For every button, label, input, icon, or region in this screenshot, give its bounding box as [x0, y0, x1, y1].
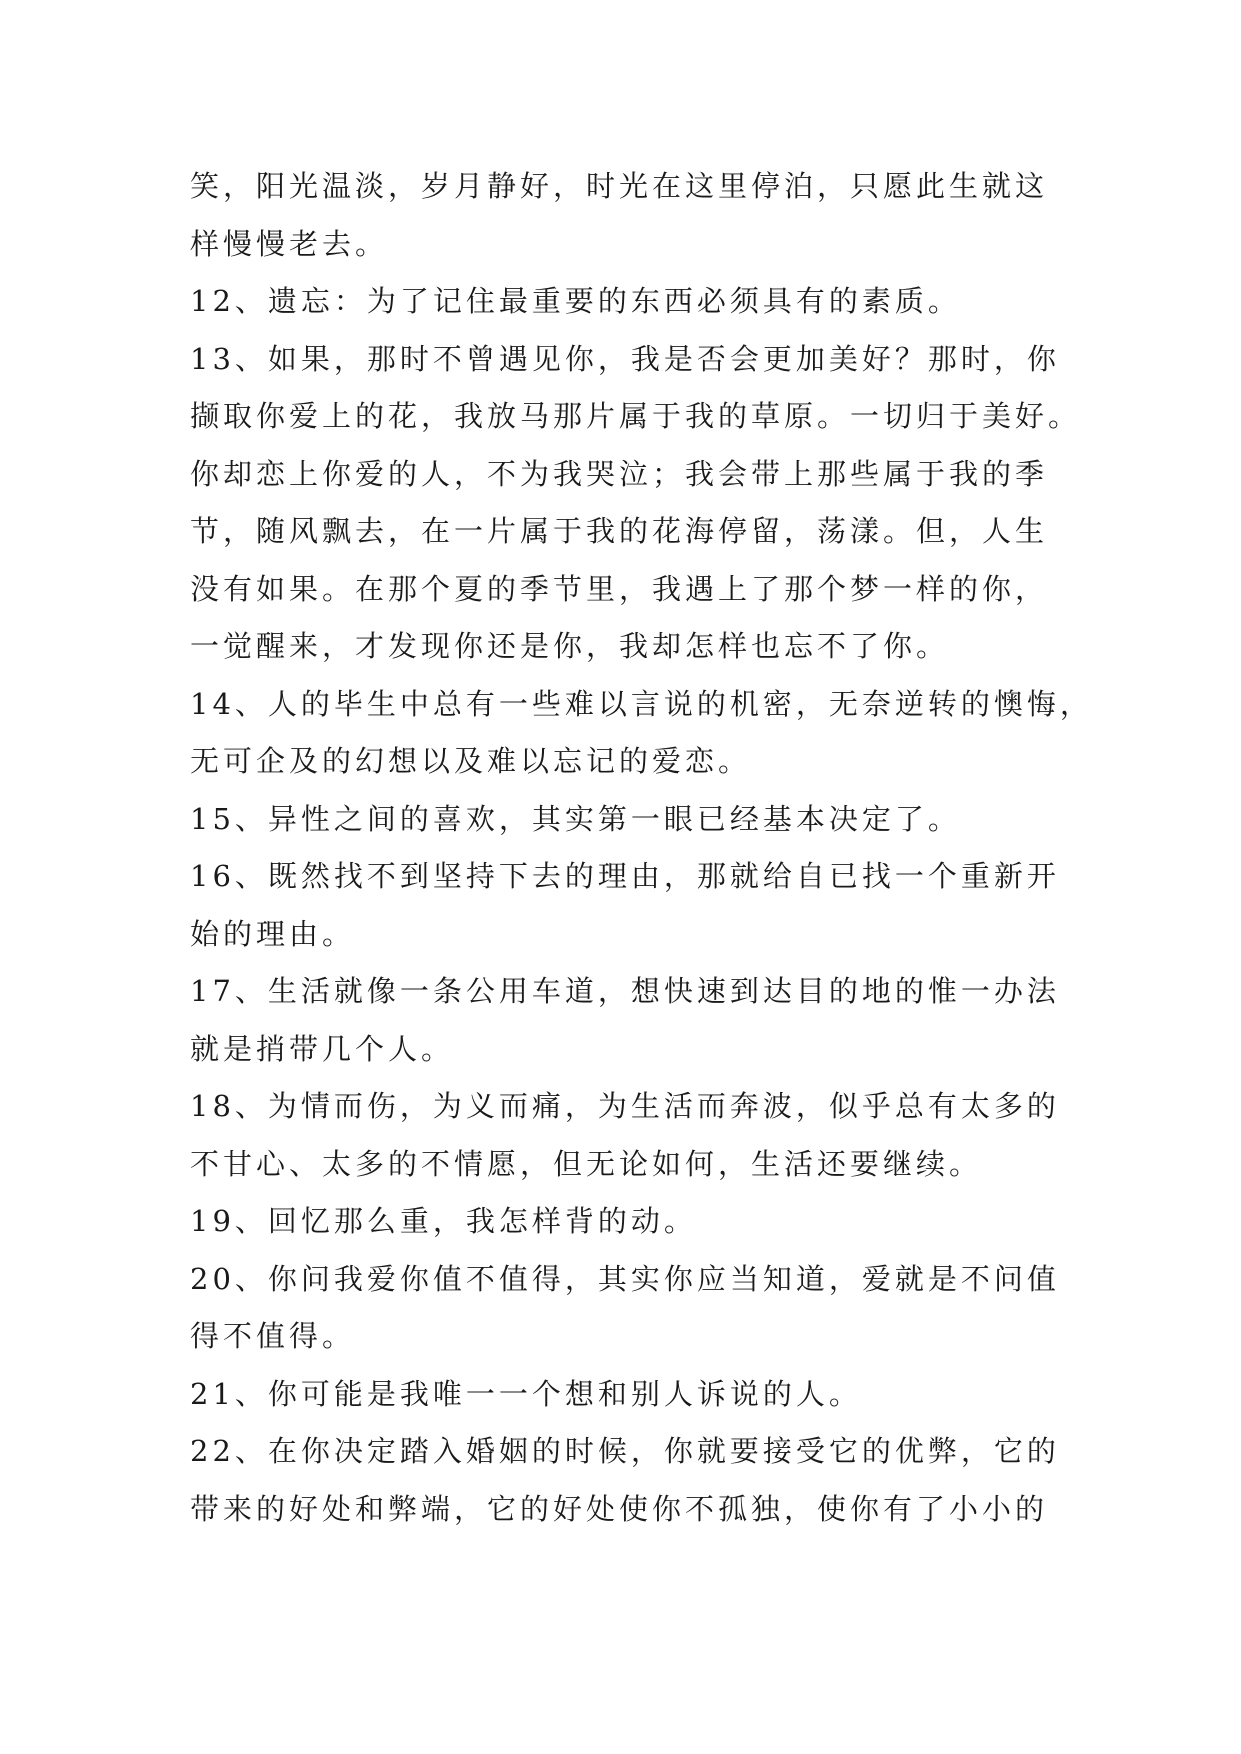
text-line: 带来的好处和弊端，它的好处使你不孤独，使你有了小小的: [190, 1491, 1049, 1526]
text-line: 无可企及的幻想以及难以忘记的爱恋。: [190, 744, 752, 778]
text-line: 19、回忆那么重，我怎样背的动。: [190, 1204, 697, 1238]
text-line: 样慢慢老去。: [190, 226, 389, 261]
text-line: 17、生活就像一条公用车道，想快速到达目的地的惟一办法: [190, 974, 1060, 1008]
text-line: 始的理由。: [190, 916, 356, 951]
document-body: [190, 158, 1093, 1538]
text-line: 节，随风飘去，在一片属于我的花海停留，荡漾。但，人生: [190, 514, 1049, 548]
text-line: 一觉醒来，才发现你还是你，我却怎样也忘不了你。: [190, 629, 950, 663]
text-line: 18、为情而伤，为义而痛，为生活而奔波，似乎总有太多的: [190, 1089, 1060, 1123]
text-line: 就是捎带几个人。: [190, 1031, 455, 1066]
text-line: 16、既然找不到坚持下去的理由，那就给自已找一个重新开: [190, 859, 1060, 893]
text-line: 13、如果，那时不曾遇见你，我是否会更加美好？那时，你: [190, 341, 1060, 376]
text-line: 撷取你爱上的花，我放马那片属于我的草原。一切归于美好。: [190, 399, 1082, 433]
text-line: 15、异性之间的喜欢，其实第一眼已经基本决定了。: [190, 801, 961, 836]
text-line: 不甘心、太多的不情愿，但无论如何，生活还要继续。: [190, 1146, 983, 1181]
text-line: 20、你问我爱你值不值得，其实你应当知道，爱就是不问值: [190, 1261, 1060, 1296]
text-line: 笑，阳光温淡，岁月静好，时光在这里停泊，只愿此生就这: [190, 169, 1049, 203]
text-line: 12、遗忘：为了记住最重要的东西必须具有的素质。: [190, 284, 961, 318]
text-line: 得不值得。: [190, 1319, 356, 1353]
text-line: 没有如果。在那个夏的季节里，我遇上了那个梦一样的你，: [190, 571, 1049, 606]
text-line: 14、人的毕生中总有一些难以言说的机密，无奈逆转的懊悔，: [190, 686, 1093, 721]
text-line: 22、在你决定踏入婚姻的时候，你就要接受它的优弊，它的: [190, 1434, 1060, 1468]
text-line: 你却恋上你爱的人，不为我哭泣；我会带上那些属于我的季: [190, 456, 1049, 491]
text-line: 21、你可能是我唯一一个想和别人诉说的人。: [190, 1376, 862, 1411]
